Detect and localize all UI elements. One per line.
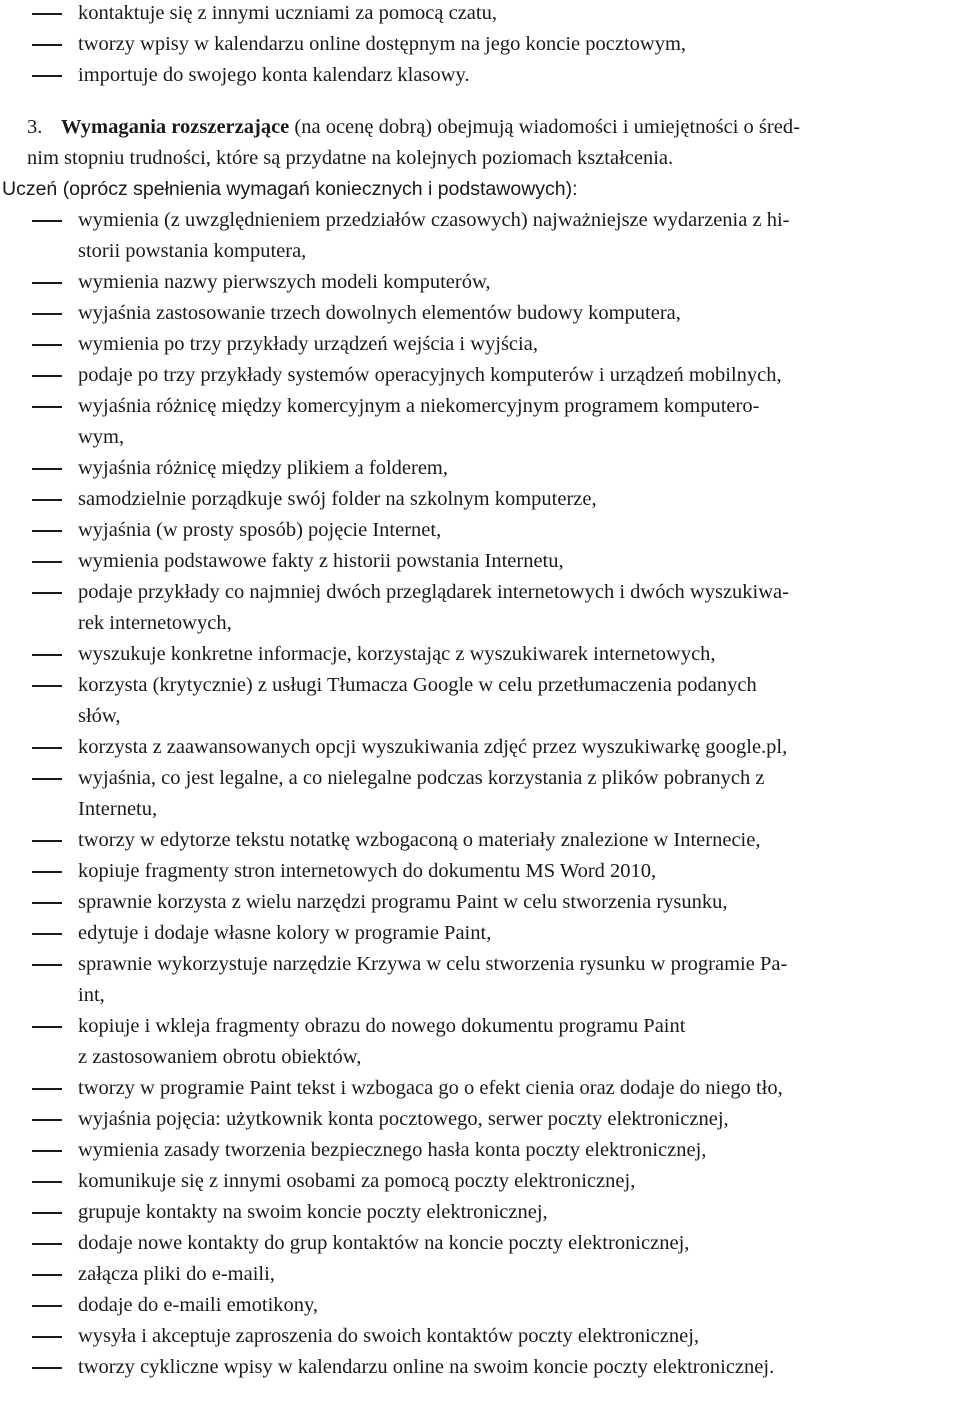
list-item-text: wymienia nazwy pierwszych modeli komputerów, <box>78 271 491 293</box>
list-item <box>0 1352 960 1383</box>
dash-bullet-icon <box>32 685 62 687</box>
list-item <box>0 29 960 60</box>
list-item-text: załącza pliki do e-maili, <box>78 1263 275 1285</box>
list-item-text: podaje przykłady co najmniej dwóch przeglądarek internetowych i dwóch wyszukiwa- <box>78 581 789 603</box>
list-item-text: wyjaśnia pojęcia: użytkownik konta pocztowego, serwer poczty elektronicznej, <box>78 1108 729 1130</box>
section-intro: Uczeń (oprócz spełnienia wymagań koniecznych i podstawowych): <box>2 178 578 200</box>
list-item <box>0 546 960 577</box>
list-item <box>0 825 960 856</box>
requirements-list <box>0 205 960 1383</box>
list-item-text: wyjaśnia różnicę między plikiem a folderem, <box>78 457 449 479</box>
list-item <box>0 949 960 1011</box>
list-item <box>0 391 960 453</box>
list-item <box>0 732 960 763</box>
list-item-text: kopiuje fragmenty stron internetowych do dokumentu MS Word 2010, <box>78 860 657 882</box>
list-item <box>0 1135 960 1166</box>
list-item-text: wymienia zasady tworzenia bezpiecznego hasła konta poczty elektronicznej, <box>78 1139 707 1161</box>
dash-bullet-icon <box>32 964 62 966</box>
list-item <box>0 1321 960 1352</box>
dash-bullet-icon <box>32 747 62 749</box>
list-item-text: wyjaśnia (w prosty sposób) pojęcie Internet, <box>78 519 442 541</box>
list-item-text: wym, <box>78 426 125 448</box>
list-item-text: korzysta z zaawansowanych opcji wyszukiwania zdjęć przez wyszukiwarkę google.pl, <box>78 736 788 758</box>
list-item-text: dodaje nowe kontakty do grup kontaktów na koncie poczty elektronicznej, <box>78 1232 690 1254</box>
list-item <box>0 1073 960 1104</box>
section-title-bold: Wymagania rozszerzające <box>61 116 290 138</box>
list-item-text: importuje do swojego konta kalendarz klasowy. <box>78 64 470 86</box>
list-item-text: wymienia podstawowe fakty z historii powstania Internetu, <box>78 550 564 572</box>
dash-bullet-icon <box>32 1274 62 1276</box>
list-item-text: tworzy w edytorze tekstu notatkę wzbogaconą o materiały znalezione w Internecie, <box>78 829 761 851</box>
section-title-line2: nim stopniu trudności, które są przydatne na kolejnych poziomach kształcenia. <box>27 147 674 169</box>
dash-bullet-icon <box>32 1026 62 1028</box>
dash-bullet-icon <box>32 75 62 77</box>
dash-bullet-icon <box>32 406 62 408</box>
list-item-text: kontaktuje się z innymi uczniami za pomocą czatu, <box>78 2 497 24</box>
dash-bullet-icon <box>32 1181 62 1183</box>
list-item <box>0 205 960 267</box>
list-item <box>0 0 960 29</box>
dash-bullet-icon <box>32 499 62 501</box>
list-item <box>0 577 960 639</box>
list-item-text: wymienia (z uwzględnieniem przedziałów czasowych) najważniejsze wydarzenia z hi- <box>78 209 790 231</box>
list-item <box>0 453 960 484</box>
list-item <box>0 484 960 515</box>
dash-bullet-icon <box>32 1119 62 1121</box>
section-title-rest: (na ocenę dobrą) obejmują wiadomości i umiejętności o śred- <box>289 116 800 138</box>
list-item-text: komunikuje się z innymi osobami za pomocą poczty elektronicznej, <box>78 1170 636 1192</box>
dash-bullet-icon <box>32 313 62 315</box>
list-item <box>0 1290 960 1321</box>
list-item <box>0 639 960 670</box>
dash-bullet-icon <box>32 561 62 563</box>
list-item <box>0 763 960 825</box>
dash-bullet-icon <box>32 902 62 904</box>
list-item-text: tworzy wpisy w kalendarzu online dostępnym na jego koncie pocztowym, <box>78 33 687 55</box>
list-item <box>0 856 960 887</box>
dash-bullet-icon <box>32 1367 62 1369</box>
list-item <box>0 1197 960 1228</box>
top-bullet-list <box>0 0 960 91</box>
dash-bullet-icon <box>32 375 62 377</box>
dash-bullet-icon <box>32 1336 62 1338</box>
list-item-text: korzysta (krytycznie) z usługi Tłumacza Google w celu przetłumaczenia podanych <box>78 674 757 696</box>
list-item-text: wyjaśnia różnicę między komercyjnym a niekomercyjnym programem komputero- <box>78 395 760 417</box>
dash-bullet-icon <box>32 1305 62 1307</box>
list-item-text: dodaje do e-maili emotikony, <box>78 1294 319 1316</box>
list-item-text: wysyła i akceptuje zaproszenia do swoich kontaktów poczty elektronicznej, <box>78 1325 700 1347</box>
dash-bullet-icon <box>32 530 62 532</box>
list-item <box>0 1011 960 1073</box>
dash-bullet-icon <box>32 344 62 346</box>
dash-bullet-icon <box>32 654 62 656</box>
list-item <box>0 515 960 546</box>
dash-bullet-icon <box>32 1212 62 1214</box>
list-item <box>0 267 960 298</box>
list-item-text: wyjaśnia zastosowanie trzech dowolnych elementów budowy komputera, <box>78 302 681 324</box>
dash-bullet-icon <box>32 468 62 470</box>
dash-bullet-icon <box>32 871 62 873</box>
dash-bullet-icon <box>32 282 62 284</box>
dash-bullet-icon <box>32 1150 62 1152</box>
list-item <box>0 670 960 732</box>
dash-bullet-icon <box>32 1088 62 1090</box>
list-item <box>0 1104 960 1135</box>
list-item-text: wymienia po trzy przykłady urządzeń wejścia i wyjścia, <box>78 333 538 355</box>
list-item <box>0 1228 960 1259</box>
list-item <box>0 298 960 329</box>
dash-bullet-icon <box>32 840 62 842</box>
dash-bullet-icon <box>32 933 62 935</box>
dash-bullet-icon <box>32 1243 62 1245</box>
section-number: 3. <box>27 116 43 138</box>
list-item-text: wyjaśnia, co jest legalne, a co nielegalne podczas korzystania z plików pobranych z <box>78 767 765 789</box>
list-item-text: samodzielnie porządkuje swój folder na szkolnym komputerze, <box>78 488 597 510</box>
list-item <box>0 1166 960 1197</box>
list-item-text: edytuje i dodaje własne kolory w programie Paint, <box>78 922 492 944</box>
list-item-text: grupuje kontakty na swoim koncie poczty elektronicznej, <box>78 1201 548 1223</box>
section-heading <box>0 112 960 174</box>
list-item-text: tworzy w programie Paint tekst i wzbogaca go o efekt cienia oraz dodaje do niego tło, <box>78 1077 783 1099</box>
dash-bullet-icon <box>32 220 62 222</box>
list-item-text: storii powstania komputera, <box>78 240 307 262</box>
dash-bullet-icon <box>32 44 62 46</box>
list-item-text: z zastosowaniem obrotu obiektów, <box>78 1046 362 1068</box>
list-item <box>0 60 960 91</box>
list-item <box>0 887 960 918</box>
list-item-text: sprawnie wykorzystuje narzędzie Krzywa w celu stworzenia rysunku w programie Pa- <box>78 953 788 975</box>
list-item-text: wyszukuje konkretne informacje, korzystając z wyszukiwarek internetowych, <box>78 643 716 665</box>
list-item-text: Internetu, <box>78 798 158 820</box>
list-item-text: tworzy cykliczne wpisy w kalendarzu online na swoim koncie poczty elektronicznej. <box>78 1356 775 1378</box>
dash-bullet-icon <box>32 592 62 594</box>
list-item-text: podaje po trzy przykłady systemów operacyjnych komputerów i urządzeń mobilnych, <box>78 364 782 386</box>
list-item <box>0 918 960 949</box>
list-item-text: kopiuje i wkleja fragmenty obrazu do nowego dokumentu programu Paint <box>78 1015 686 1037</box>
list-item-text: int, <box>78 984 105 1006</box>
list-item <box>0 360 960 391</box>
list-item-text: sprawnie korzysta z wielu narzędzi programu Paint w celu stworzenia rysunku, <box>78 891 728 913</box>
dash-bullet-icon <box>32 13 62 15</box>
list-item <box>0 329 960 360</box>
list-item-text: słów, <box>78 705 121 727</box>
list-item-text: rek internetowych, <box>78 612 232 634</box>
list-item <box>0 1259 960 1290</box>
dash-bullet-icon <box>32 778 62 780</box>
